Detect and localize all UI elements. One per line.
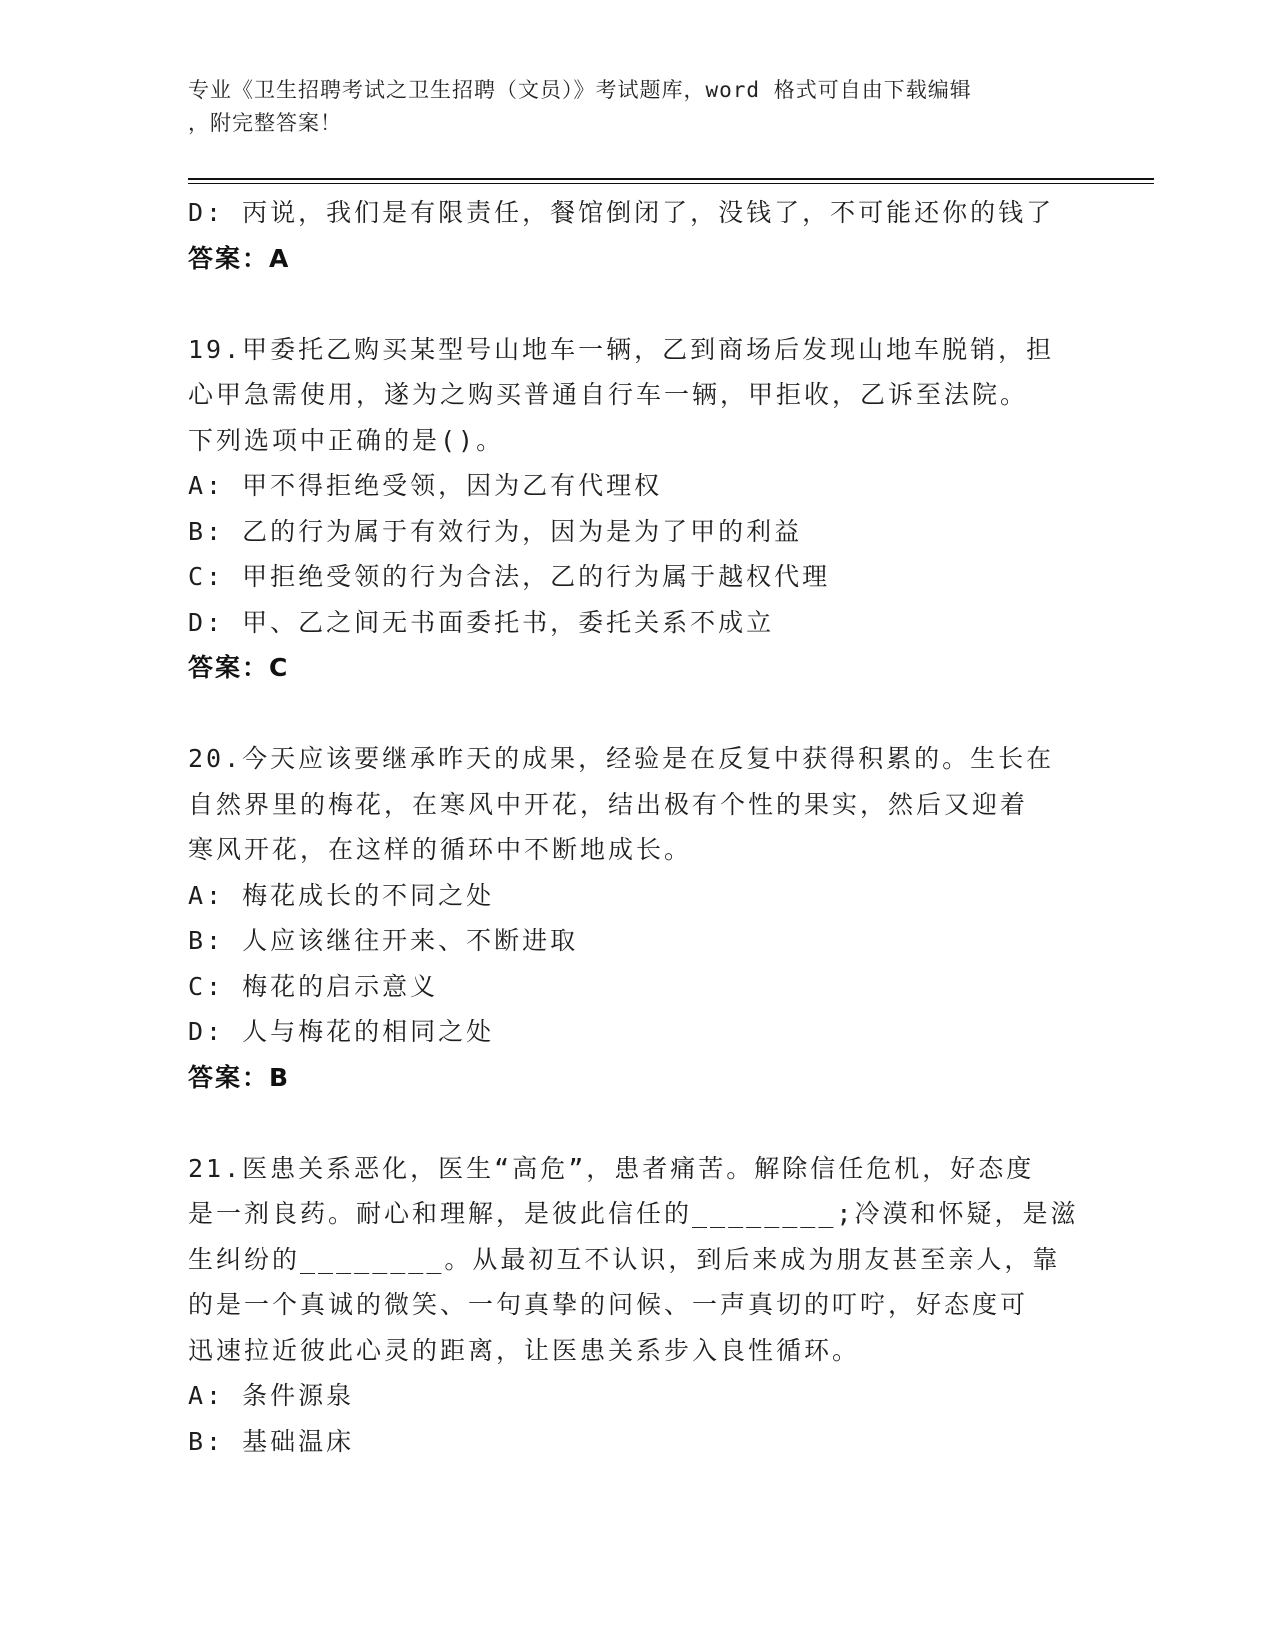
answer-label: 答案：A: [188, 243, 291, 273]
document-header: [188, 74, 1068, 140]
question-stem-line: 的是一个真诚的微笑、一句真挚的问候、一声真切的叮咛，好态度可: [188, 1290, 1029, 1319]
question-stem-line: 是一剂良药。耐心和理解，是彼此信任的________;冷漠和怀疑，是滋: [188, 1199, 1079, 1228]
question-stem-line: 20.今天应该要继承昨天的成果，经验是在反复中获得积累的。生长在: [188, 744, 1055, 773]
header-divider-thin: [188, 183, 1154, 184]
question-stem-line: 19.甲委托乙购买某型号山地车一辆，乙到商场后发现山地车脱销，担: [188, 334, 1055, 364]
question-19: [188, 327, 1088, 691]
option-d: D: 甲、乙之间无书面委托书，委托关系不成立: [188, 607, 775, 637]
option-c: C: 梅花的启示意义: [188, 971, 439, 1001]
header-title-line-continued: ，附完整答案！: [188, 111, 342, 135]
header-title-line: 专业《卫生招聘考试之卫生招聘（文员）》考试题库，word 格式可自由下载编辑: [188, 78, 972, 102]
option-b: B: 人应该继往开来、不断进取: [188, 926, 579, 955]
option-d: D: 丙说，我们是有限责任，餐馆倒闭了，没钱了，不可能还你的钱了: [188, 198, 1055, 227]
question-stem-line: 自然界里的梅花，在寒风中开花，结出极有个性的果实，然后又迎着: [188, 789, 1029, 819]
option-b: B: 基础温床: [188, 1426, 355, 1456]
question-20: [188, 736, 1088, 1100]
option-a: A: 条件源泉: [188, 1381, 355, 1410]
question-stem-line: 生纠纷的________。从最初互不认识，到后来成为朋友甚至亲人，靠: [188, 1244, 1061, 1274]
answer-label: 答案：B: [188, 1062, 291, 1092]
option-a: A: 梅花成长的不同之处: [188, 880, 495, 910]
answer-label: 答案：C: [188, 653, 290, 682]
previous-question-tail: [188, 190, 1088, 281]
option-d: D: 人与梅花的相同之处: [188, 1017, 495, 1046]
option-c: C: 甲拒绝受领的行为合法，乙的行为属于越权代理: [188, 562, 831, 591]
question-stem-line: 下列选项中正确的是()。: [188, 425, 505, 455]
question-list: [188, 190, 1088, 1464]
option-b: B: 乙的行为属于有效行为，因为是为了甲的利益: [188, 516, 803, 546]
question-stem-line: 21.医患关系恶化，医生“高危”，患者痛苦。解除信任危机，好态度: [188, 1153, 1035, 1183]
header-divider-thick: [188, 178, 1154, 180]
question-stem-line: 寒风开花，在这样的循环中不断地成长。: [188, 835, 693, 864]
option-a: A: 甲不得拒绝受领，因为乙有代理权: [188, 471, 663, 500]
question-stem-line: 心甲急需使用，遂为之购买普通自行车一辆，甲拒收，乙诉至法院。: [188, 380, 1029, 409]
question-21: [188, 1146, 1088, 1465]
question-stem-line: 迅速拉近彼此心灵的距离，让医患关系步入良性循环。: [188, 1335, 861, 1365]
